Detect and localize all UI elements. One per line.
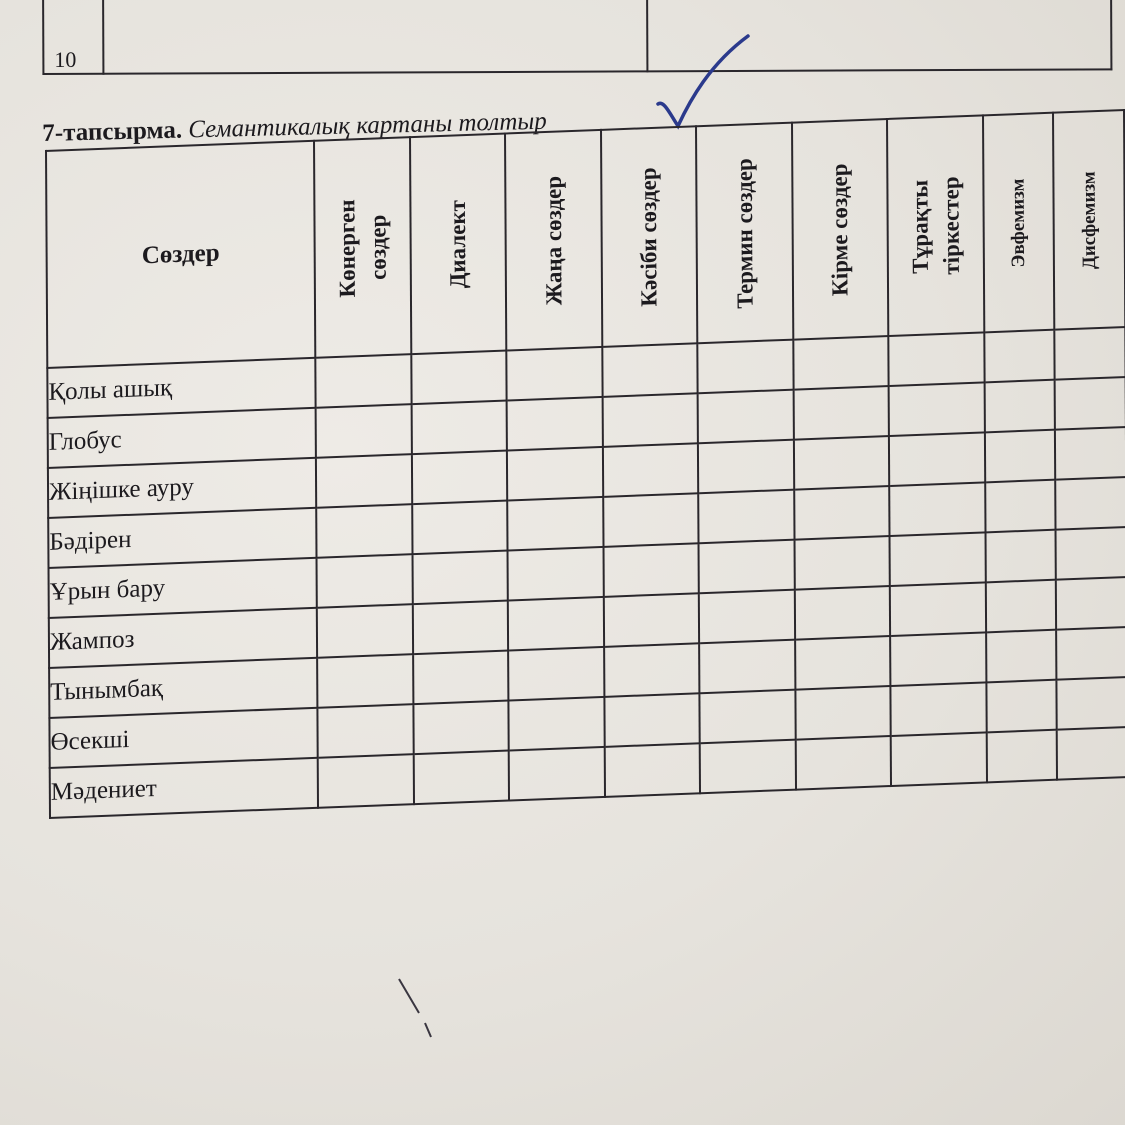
column-header-dysphemism: Дисфемизм bbox=[1053, 110, 1125, 330]
column-header-terms: Термин сөздер bbox=[696, 123, 793, 344]
answer-cell[interactable] bbox=[985, 480, 1056, 533]
column-header-borrowed: Кірме сөздер bbox=[792, 119, 889, 340]
answer-cell[interactable] bbox=[793, 436, 889, 490]
answer-cell[interactable] bbox=[412, 551, 508, 605]
column-header-archaic: Көнерген сөздер bbox=[314, 137, 411, 358]
answer-cell[interactable] bbox=[699, 640, 795, 694]
answer-cell[interactable] bbox=[1057, 727, 1125, 780]
task-instruction: Семантикалық картаны толтыр bbox=[187, 107, 548, 144]
answer-cell[interactable] bbox=[698, 490, 794, 544]
answer-cell[interactable] bbox=[794, 486, 890, 540]
answer-cell[interactable] bbox=[317, 604, 413, 658]
answer-cell[interactable] bbox=[985, 530, 1056, 583]
answer-cell[interactable] bbox=[316, 504, 412, 558]
answer-cell[interactable] bbox=[412, 501, 508, 555]
header-row bbox=[46, 110, 1125, 368]
answer-cell[interactable] bbox=[318, 704, 414, 758]
answer-cell[interactable] bbox=[603, 443, 699, 497]
answer-cell[interactable] bbox=[413, 751, 509, 805]
word-cell: Мәдениет bbox=[50, 758, 318, 818]
answer-cell[interactable] bbox=[315, 354, 411, 408]
answer-cell[interactable] bbox=[1056, 627, 1125, 680]
answer-cell[interactable] bbox=[411, 401, 507, 455]
answer-cell[interactable] bbox=[508, 647, 604, 701]
table-body bbox=[47, 327, 1125, 818]
answer-cell[interactable] bbox=[508, 547, 604, 601]
answer-cell[interactable] bbox=[793, 336, 889, 390]
answer-cell[interactable] bbox=[1055, 377, 1125, 430]
answer-cell[interactable] bbox=[984, 430, 1055, 483]
answer-cell[interactable] bbox=[507, 397, 603, 451]
answer-cell[interactable] bbox=[985, 580, 1056, 633]
answer-cell[interactable] bbox=[795, 636, 891, 690]
word-cell: Глобус bbox=[48, 408, 316, 468]
answer-cell[interactable] bbox=[795, 736, 891, 790]
word-cell: Жіңішке ауру bbox=[48, 458, 316, 518]
answer-cell[interactable] bbox=[794, 586, 890, 640]
row-number: 10 bbox=[43, 0, 103, 74]
answer-cell[interactable] bbox=[698, 390, 794, 444]
answer-cell[interactable] bbox=[509, 697, 605, 751]
column-header-new-words: Жаңа сөздер bbox=[505, 130, 602, 351]
answer-cell[interactable] bbox=[318, 754, 414, 808]
answer-cell[interactable] bbox=[1055, 427, 1125, 480]
answer-cell[interactable] bbox=[411, 351, 507, 405]
answer-cell[interactable] bbox=[795, 686, 891, 740]
answer-cell[interactable] bbox=[890, 682, 986, 736]
answer-cell[interactable] bbox=[603, 543, 699, 597]
word-cell: Ұрын бару bbox=[49, 558, 317, 618]
answer-cell[interactable] bbox=[1057, 677, 1125, 730]
answer-cell[interactable] bbox=[317, 654, 413, 708]
answer-cell[interactable] bbox=[507, 497, 603, 551]
answer-cell[interactable] bbox=[316, 404, 412, 458]
answer-cell[interactable] bbox=[986, 730, 1057, 783]
answer-cell[interactable] bbox=[412, 601, 508, 655]
word-cell: Өсекші bbox=[49, 708, 317, 768]
answer-cell[interactable] bbox=[794, 536, 890, 590]
answer-cell[interactable] bbox=[889, 432, 985, 486]
answer-cell[interactable] bbox=[889, 482, 985, 536]
answer-cell[interactable] bbox=[1055, 327, 1125, 380]
answer-cell[interactable] bbox=[1056, 577, 1125, 630]
answer-cell[interactable] bbox=[604, 693, 700, 747]
answer-cell[interactable] bbox=[509, 747, 605, 801]
column-header-idioms: Тұрақты тіркестер bbox=[887, 115, 984, 336]
answer-cell[interactable] bbox=[700, 740, 796, 794]
answer-cell[interactable] bbox=[602, 393, 698, 447]
answer-cell[interactable] bbox=[890, 582, 986, 636]
answer-cell[interactable] bbox=[604, 743, 700, 797]
answer-cell[interactable] bbox=[890, 532, 986, 586]
answer-cell[interactable] bbox=[603, 493, 699, 547]
answer-cell[interactable] bbox=[1056, 527, 1125, 580]
answer-cell[interactable] bbox=[698, 440, 794, 494]
task-label: 7-тапсырма. bbox=[42, 116, 183, 147]
pen-mark bbox=[395, 975, 445, 1045]
semantic-map-sheet bbox=[45, 109, 1125, 819]
answer-cell[interactable] bbox=[986, 680, 1057, 733]
answer-cell[interactable] bbox=[317, 554, 413, 608]
answer-cell[interactable] bbox=[507, 447, 603, 501]
answer-cell[interactable] bbox=[413, 701, 509, 755]
word-cell: Жампоз bbox=[49, 608, 317, 668]
answer-cell[interactable] bbox=[412, 451, 508, 505]
answer-cell[interactable] bbox=[890, 632, 986, 686]
answer-cell[interactable] bbox=[984, 380, 1055, 433]
answer-cell[interactable] bbox=[984, 330, 1055, 383]
semantic-map-table bbox=[45, 109, 1125, 819]
answer-cell[interactable] bbox=[889, 382, 985, 436]
column-header-professional: Кәсіби сөздер bbox=[601, 126, 698, 347]
word-cell: Тынымбақ bbox=[49, 658, 317, 718]
answer-cell[interactable] bbox=[603, 593, 699, 647]
words-column-header: Сөздер bbox=[46, 141, 315, 368]
answer-cell[interactable] bbox=[888, 332, 984, 386]
answer-cell[interactable] bbox=[699, 590, 795, 644]
column-header-euphemism: Эвфемизм bbox=[983, 113, 1055, 333]
answer-cell[interactable] bbox=[699, 540, 795, 594]
answer-cell[interactable] bbox=[986, 630, 1057, 683]
answer-cell[interactable] bbox=[506, 347, 602, 401]
column-header-dialect: Диалект bbox=[410, 134, 507, 355]
answer-cell[interactable] bbox=[1055, 477, 1125, 530]
answer-cell[interactable] bbox=[793, 386, 889, 440]
answer-cell[interactable] bbox=[508, 597, 604, 651]
answer-cell[interactable] bbox=[699, 690, 795, 744]
answer-cell[interactable] bbox=[413, 651, 509, 705]
answer-cell[interactable] bbox=[602, 343, 698, 397]
answer-cell[interactable] bbox=[604, 643, 700, 697]
answer-cell[interactable] bbox=[891, 732, 987, 786]
previous-table-fragment bbox=[42, 0, 1112, 75]
word-cell: Қолы ашық bbox=[47, 358, 315, 418]
answer-cell[interactable] bbox=[697, 340, 793, 394]
word-cell: Бәдірен bbox=[48, 508, 316, 568]
answer-cell[interactable] bbox=[316, 454, 412, 508]
table-row bbox=[43, 0, 1111, 74]
